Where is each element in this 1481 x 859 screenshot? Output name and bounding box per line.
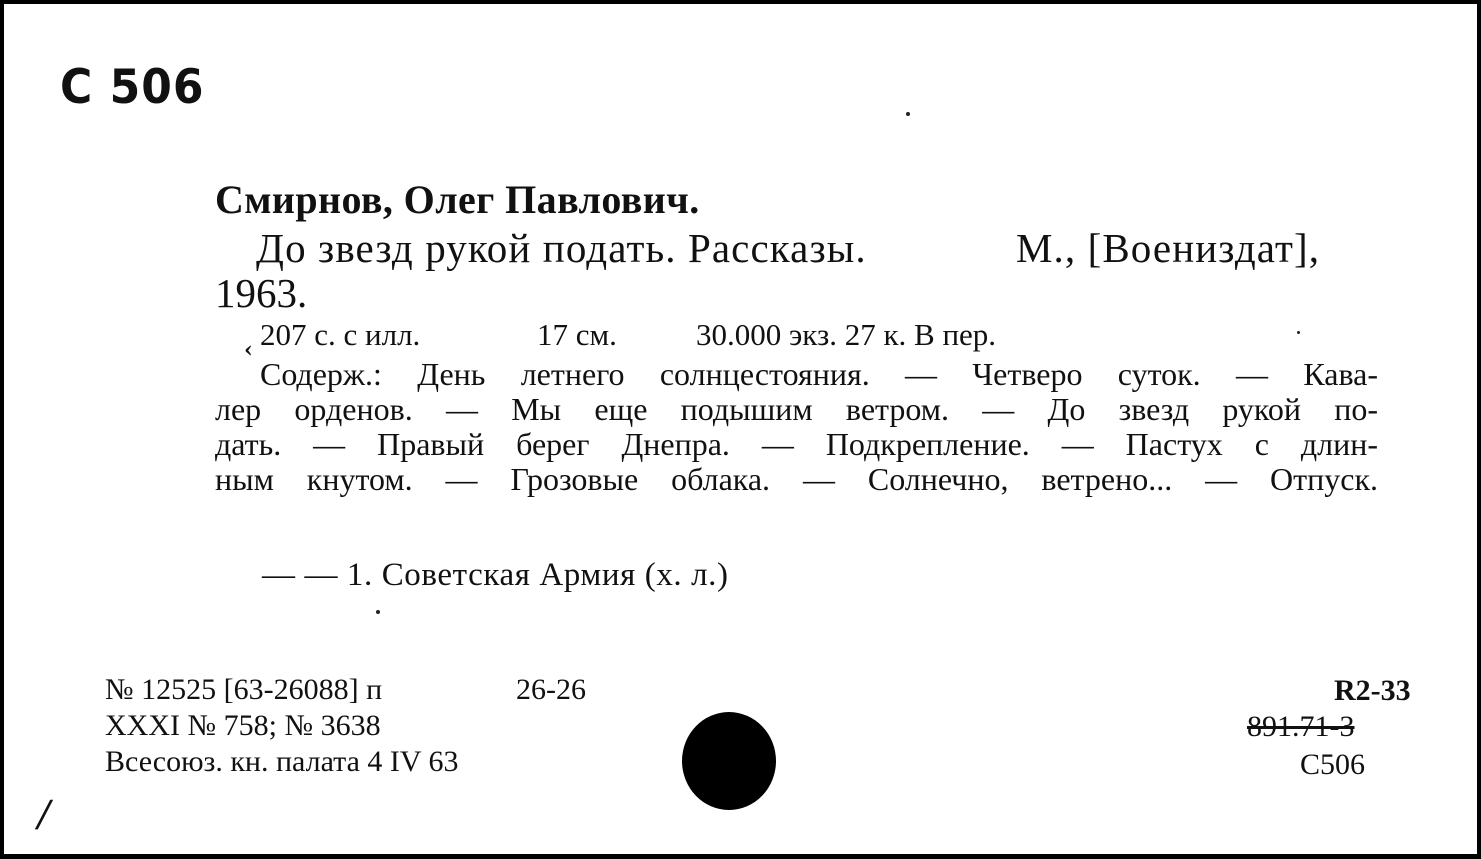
footer-registration: № 12525 [63-26088] п [105,673,383,706]
handwritten-class-code: R2-33 [1334,674,1411,707]
pagination: 207 с. с илл. [260,317,421,352]
author-heading: Смирнов, Олег Павлович. [215,177,700,222]
handwritten-call-number: С 506 [60,59,205,116]
publication-year: 1963. [215,270,308,316]
tick-mark: ‹ [244,337,253,363]
margin-mark: / [33,794,55,835]
contents-line: ным кнутом. — Грозовые облака. — Солнечно, ветрено... — Отпуск. [215,461,1378,497]
struck-class-code: 891.71-3 [1247,710,1355,743]
contents-line: дать. — Правый берег Днепра. — Подкрепление. — Пастух с длин- [215,426,1378,462]
stray-dot [906,112,910,116]
stray-dot [1297,331,1300,334]
contents-line: лер орденов. — Мы еще подышим ветром. — До звезд рукой по- [215,391,1378,427]
book-size: 17 см. [537,317,617,352]
book-title: До звезд рукой подать. Рассказы. [256,225,867,271]
footer-code: 26-26 [516,673,586,706]
copies-price: 30.000 экз. 27 к. В пер. [696,317,997,352]
contents-note [215,357,1378,497]
footer-record-number: XXXI № 758; № 3638 [105,709,381,742]
contents-line: Содерж.: День летнего солнцестояния. — Четверо суток. — Кава- [260,356,1378,392]
subject-heading: — — 1. Советская Армия (х. л.) [262,557,729,593]
footer-chamber: Всесоюз. кн. палата 4 IV 63 [105,745,459,778]
punch-hole [682,712,776,810]
imprint: М., [Воениздат], [1016,225,1321,271]
stray-dot [376,610,380,614]
cutter-number: С506 [1300,748,1366,781]
